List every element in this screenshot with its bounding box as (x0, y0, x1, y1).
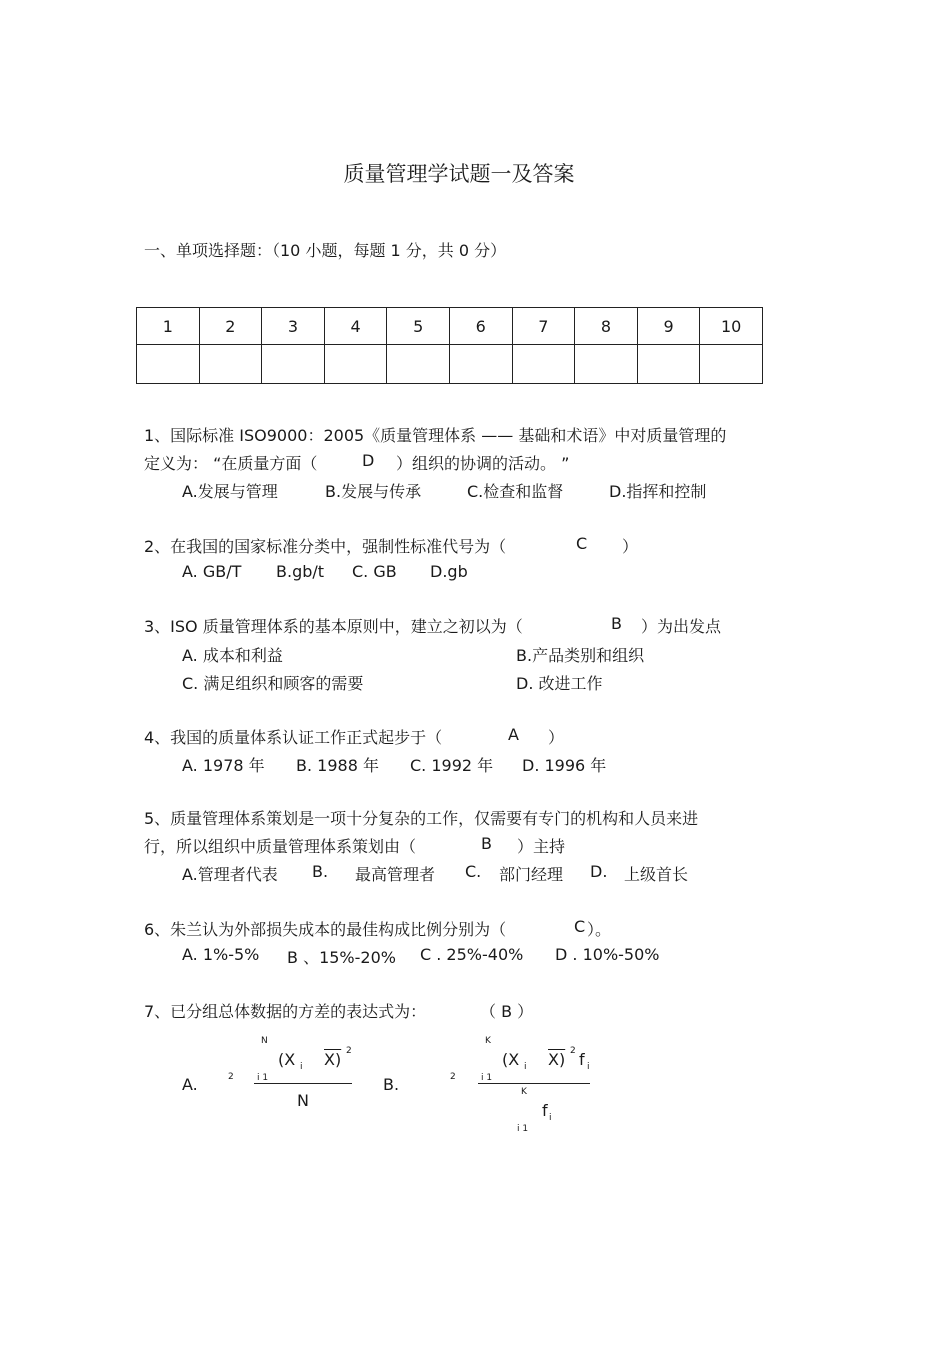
question-1-line-2: 定义为： “在质量方面（ (144, 454, 318, 473)
answer-cell (324, 345, 387, 384)
question-6-text: 6、朱兰认为外部损失成本的最佳构成比例分别为（ (144, 920, 507, 939)
x-bar: X) (324, 1050, 342, 1069)
sigma-squared-exponent: 2 (228, 1072, 234, 1082)
option-b-label: B. (383, 1075, 400, 1094)
question-1-answer: D (362, 451, 375, 470)
question-6-option-a: A. 1%-5% (182, 945, 260, 964)
question-3-option-c: C. 满足组织和顾客的需要 (182, 674, 364, 693)
denominator-f: f (542, 1101, 548, 1120)
question-2-text: 2、在我国的国家标准分类中，强制性标准代号为（ (144, 537, 507, 556)
question-1-option-a: A.发展与管理 (182, 482, 278, 501)
answer-cell (137, 345, 200, 384)
question-5-line-1: 5、质量管理体系策划是一项十分复杂的工作，仅需要有专门的机构和人员来进 (144, 809, 699, 828)
answer-cell (199, 345, 262, 384)
question-6-option-c: C . 25%-40% (420, 945, 524, 964)
question-2-option-d: D.gb (430, 562, 468, 581)
question-4-end: ） (548, 728, 565, 747)
sum-upper-limit: K (485, 1036, 491, 1046)
question-7-text: 7、已分组总体数据的方差的表达式为： (144, 1002, 427, 1021)
answer-table-header: 9 (637, 308, 700, 345)
answer-table-header: 3 (262, 308, 325, 345)
answer-cell (262, 345, 325, 384)
sum-lower-limit: i 1 (481, 1073, 493, 1083)
question-2-option-c: C. GB (352, 562, 397, 581)
subscript-i: i (549, 1113, 552, 1123)
answer-cell (449, 345, 512, 384)
question-5-option-a: A.管理者代表 (182, 865, 278, 884)
question-1-line-2-end: ）组织的协调的活动。 ” (396, 454, 570, 473)
question-4-answer: A (508, 725, 519, 744)
answer-table-header-row (137, 308, 763, 345)
question-6-answer: C (574, 917, 586, 936)
x-bar: X) (548, 1050, 566, 1069)
question-5-answer: B (481, 834, 492, 853)
answer-table-header: 10 (700, 308, 763, 345)
question-2-option-b: B.gb/t (276, 562, 325, 581)
subscript-i: i (524, 1062, 527, 1072)
question-4-option-a: A. 1978 年 (182, 756, 265, 775)
question-1-option-d: D.指挥和控制 (609, 482, 707, 501)
subscript-i: i (587, 1062, 590, 1072)
answer-table (136, 307, 763, 384)
answer-table-header: 4 (324, 308, 387, 345)
subscript-i: i (300, 1062, 303, 1072)
question-3-option-a: A. 成本和利益 (182, 646, 283, 665)
x-i: (X (278, 1050, 296, 1069)
question-3-answer: B (611, 614, 622, 633)
question-5-option-b: 最高管理者 (355, 865, 436, 884)
question-6-end: ）。 (587, 920, 612, 939)
fraction-bar (254, 1083, 352, 1084)
question-5-line-2: 行，所以组织中质量管理体系策划由（ (144, 837, 417, 856)
question-7-answer: （ B ） (480, 1002, 534, 1021)
sum-upper-limit: N (261, 1036, 268, 1046)
answer-table-header: 6 (449, 308, 512, 345)
answer-table-header: 2 (199, 308, 262, 345)
square-exponent: 2 (346, 1046, 352, 1056)
square-exponent: 2 (570, 1046, 576, 1056)
question-3-option-d: D. 改进工作 (516, 674, 603, 693)
frequency-f: f (579, 1050, 585, 1069)
question-1-line-1: 1、国际标准 ISO9000：2005《质量管理体系 —— 基础和术语》中对质量管理的 (144, 426, 727, 445)
answer-table-header: 1 (137, 308, 200, 345)
question-5-option-c-label: C. (465, 862, 482, 881)
question-5-end: ）主持 (517, 837, 566, 856)
question-3-end: ）为出发点 (641, 617, 722, 636)
answer-cell (387, 345, 450, 384)
question-4-text: 4、我国的质量体系认证工作正式起步于（ (144, 728, 443, 747)
question-4-option-d: D. 1996 年 (522, 756, 607, 775)
question-1-option-c: C.检查和监督 (467, 482, 564, 501)
denominator-sum-upper: K (521, 1087, 527, 1097)
answer-table-answer-row (137, 345, 763, 384)
question-6-option-b: B 、15%-20% (287, 948, 396, 967)
answer-cell (637, 345, 700, 384)
question-5-option-d-label: D. (590, 862, 608, 881)
fraction-bar (478, 1083, 590, 1084)
question-5-option-c: 部门经理 (499, 865, 564, 884)
answer-cell (700, 345, 763, 384)
question-2-option-a: A. GB/T (182, 562, 242, 581)
denominator-sum-lower: i 1 (517, 1124, 529, 1134)
sum-lower-limit: i 1 (257, 1073, 269, 1083)
question-5-option-d: 上级首长 (624, 865, 689, 884)
sigma-squared-exponent: 2 (450, 1072, 456, 1082)
denominator-n: N (297, 1091, 309, 1110)
answer-table-header: 7 (512, 308, 575, 345)
question-1-option-b: B.发展与传承 (325, 482, 422, 501)
question-4-option-c: C. 1992 年 (410, 756, 494, 775)
question-4-option-b: B. 1988 年 (296, 756, 379, 775)
question-6-option-d: D . 10%-50% (555, 945, 660, 964)
question-3-option-b: B.产品类别和组织 (516, 646, 645, 665)
x-i: (X (502, 1050, 520, 1069)
answer-cell (575, 345, 638, 384)
question-3-text: 3、ISO 质量管理体系的基本原则中，建立之初以为（ (144, 617, 523, 636)
question-2-answer: C (576, 534, 588, 553)
section-heading: 一、单项选择题：（10 小题，每题 1 分，共 0 分） (144, 241, 507, 260)
question-5-option-b-label: B. (312, 862, 329, 881)
answer-cell (512, 345, 575, 384)
answer-table-header: 8 (575, 308, 638, 345)
option-a-label: A. (182, 1075, 198, 1094)
answer-table-header: 5 (387, 308, 450, 345)
page-title: 质量管理学试题一及答案 (343, 162, 575, 186)
question-2-end: ） (622, 537, 639, 556)
